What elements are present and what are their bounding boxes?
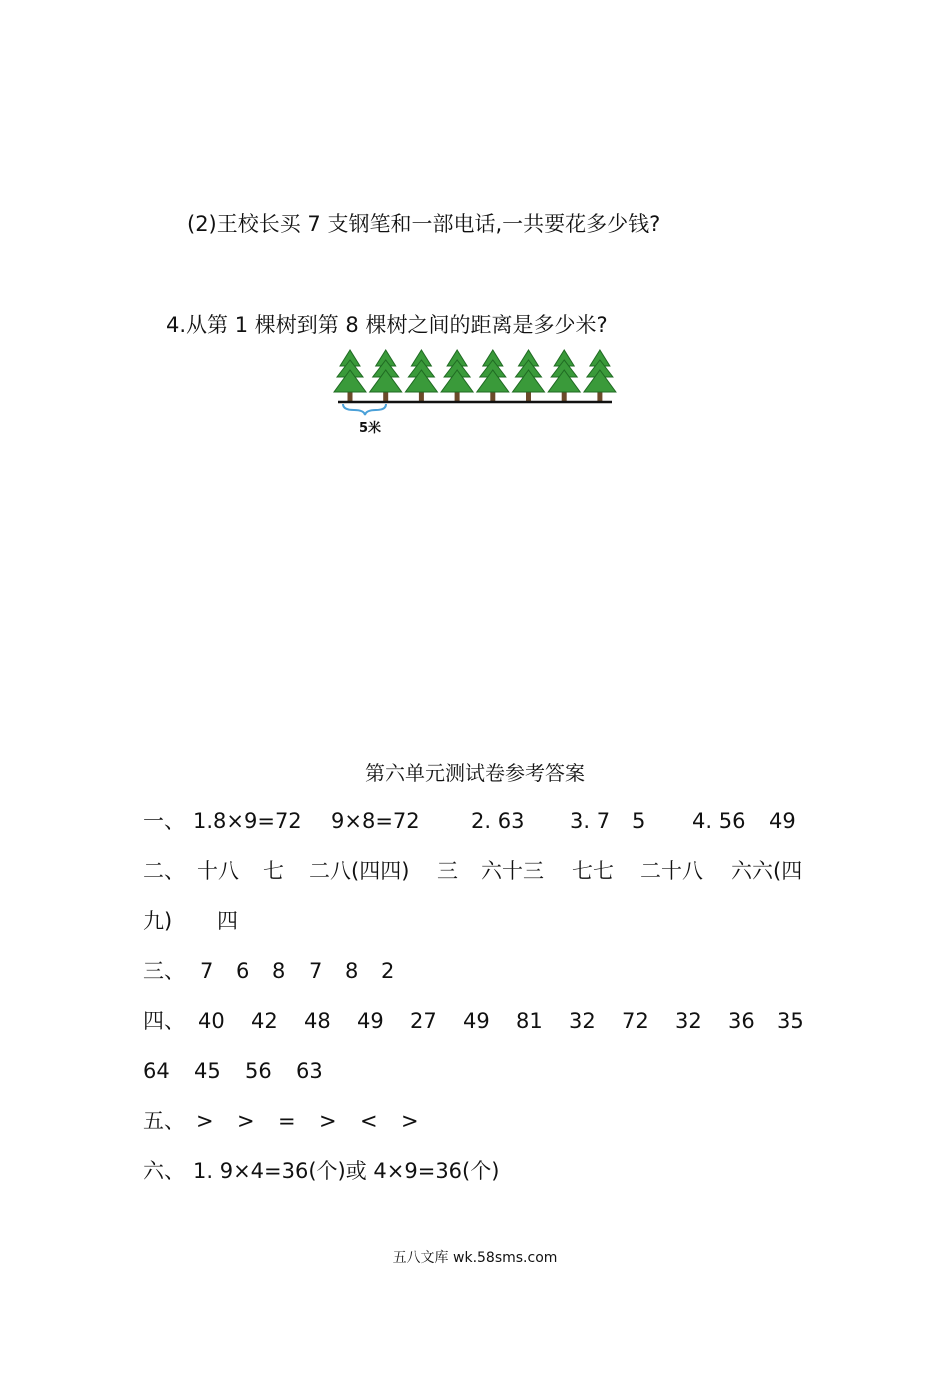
row-7-label: 五、 <box>143 1109 185 1133</box>
tree-6 <box>513 350 545 402</box>
row-8-answer: 1. 9×4=36(个)或 4×9=36(个) <box>193 1159 500 1183</box>
row-4-label: 三、 <box>143 959 185 983</box>
row-5-item: 40 <box>198 1009 225 1033</box>
row-2-item: 六十三 <box>481 859 544 883</box>
question-4: 4.从第 1 棵树到第 8 棵树之间的距离是多少米? <box>166 313 608 337</box>
row-2-item: 二十八 <box>640 859 703 883</box>
row-5-item: 32 <box>569 1009 596 1033</box>
row-7-item: > <box>237 1109 255 1133</box>
row-7-item: > <box>401 1109 419 1133</box>
row-7-item: > <box>319 1109 337 1133</box>
row-2-item: 七 <box>263 859 284 883</box>
row-5-item: 32 <box>675 1009 702 1033</box>
tree-2 <box>370 350 402 402</box>
row-3-item: 四 <box>217 909 238 933</box>
row-2-item: 七七 <box>572 859 614 883</box>
row-1-answer-7: 49 <box>769 809 796 833</box>
row-4-item: 8 <box>345 959 359 983</box>
tree-figure <box>328 344 628 436</box>
row-5-item: 49 <box>463 1009 490 1033</box>
row-8-label: 六、 <box>143 1159 185 1183</box>
tree-3 <box>405 350 437 402</box>
row-2-label: 二、 <box>143 859 185 883</box>
row-7-item: = <box>278 1109 296 1133</box>
row-4-item: 8 <box>272 959 286 983</box>
row-2-item: 六六(四 <box>731 859 803 883</box>
row-2-item: 十八 <box>197 859 239 883</box>
footer-watermark: 五八文库 wk.58sms.com <box>392 1250 558 1266</box>
row-5-label: 四、 <box>143 1009 185 1033</box>
row-4-item: 2 <box>381 959 395 983</box>
tree-4 <box>441 350 473 402</box>
row-4-item: 7 <box>309 959 323 983</box>
tree-1 <box>334 350 366 402</box>
row-5-item: 81 <box>516 1009 543 1033</box>
row-2-item: 二八(四四) <box>309 859 410 883</box>
row-5-item: 72 <box>622 1009 649 1033</box>
row-4-item: 7 <box>200 959 214 983</box>
row-5-item: 35 <box>777 1009 804 1033</box>
row-5-item: 27 <box>410 1009 437 1033</box>
row-1-label: 一、 <box>143 809 185 833</box>
row-5-item: 42 <box>251 1009 278 1033</box>
row-1-answer-3: 2. 63 <box>471 809 525 833</box>
row-5-item: 49 <box>357 1009 384 1033</box>
row-5-item: 36 <box>728 1009 755 1033</box>
row-5-item: 48 <box>304 1009 331 1033</box>
row-6-item: 63 <box>296 1059 323 1083</box>
tree-7 <box>548 350 580 402</box>
distance-label: 5米 <box>358 421 382 436</box>
row-1-answer-1: 1.8×9=72 <box>193 809 302 833</box>
tree-8 <box>584 350 616 402</box>
distance-brace <box>343 404 386 415</box>
row-6-item: 56 <box>245 1059 272 1083</box>
row-7-item: < <box>360 1109 378 1133</box>
row-6-item: 45 <box>194 1059 221 1083</box>
question-2-part-2: (2)王校长买 7 支钢笔和一部电话,一共要花多少钱? <box>187 212 661 236</box>
row-2-item: 三 <box>437 859 458 883</box>
row-1-answer-4: 3. 7 <box>570 809 611 833</box>
row-3-item: 九) <box>143 909 173 933</box>
row-1-answer-6: 4. 56 <box>692 809 746 833</box>
row-1-answer-5: 5 <box>632 809 646 833</box>
row-6-item: 64 <box>143 1059 170 1083</box>
answer-title: 第六单元测试卷参考答案 <box>365 761 585 785</box>
row-4-item: 6 <box>236 959 250 983</box>
row-1-answer-2: 9×8=72 <box>331 809 420 833</box>
tree-5 <box>477 350 509 402</box>
row-7-item: > <box>196 1109 214 1133</box>
